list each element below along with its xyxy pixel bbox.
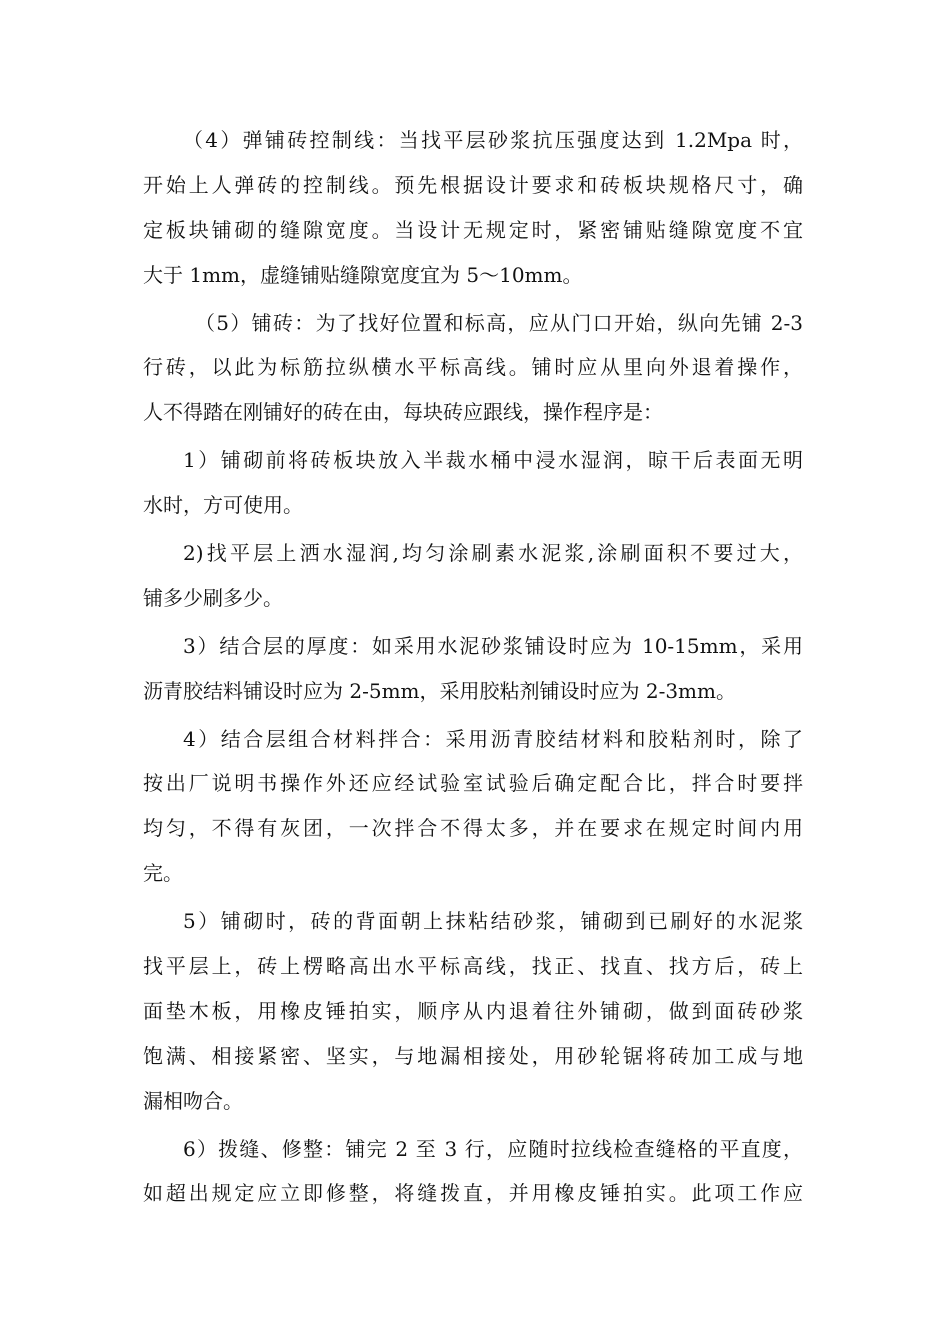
text-line: 大于 1mm，虚缝铺贴缝隙宽度宜为 5～10mm。 bbox=[143, 262, 583, 287]
text-line: 1）铺砌前将砖板块放入半裁水桶中浸水湿润，晾干后表面无明 bbox=[183, 448, 803, 473]
text-line: 如超出规定应立即修整，将缝拨直，并用橡皮锤拍实。此项工作应 bbox=[143, 1181, 803, 1206]
text-line: 定板块铺砌的缝隙宽度。当设计无规定时，紧密铺贴缝隙宽度不宜 bbox=[143, 217, 803, 242]
text-line: 4）结合层组合材料拌合：采用沥青胶结材料和胶粘剂时，除了 bbox=[183, 726, 803, 751]
text-line: 行砖，以此为标筋拉纵横水平标高线。铺时应从里向外退着操作， bbox=[143, 355, 803, 380]
text-line: 面垫木板，用橡皮锤拍实，顺序从内退着往外铺砌，做到面砖砂浆 bbox=[143, 998, 803, 1023]
text-line: 铺多少刷多少。 bbox=[143, 585, 283, 610]
text-line: 按出厂说明书操作外还应经试验室试验后确定配合比，拌合时要拌 bbox=[143, 771, 803, 796]
step-5-laying-procedure bbox=[143, 899, 803, 1123]
text-line: 5）铺砌时，砖的背面朝上抹粘结砂浆，铺砌到已刷好的水泥浆 bbox=[183, 909, 803, 934]
text-line: 2)找平层上洒水湿润,均匀涂刷素水泥浆,涂刷面积不要过大， bbox=[183, 541, 803, 566]
step-1-soak-tiles bbox=[143, 438, 803, 528]
text-line: 漏相吻合。 bbox=[143, 1088, 243, 1113]
text-line: 3）结合层的厚度：如采用水泥砂浆铺设时应为 10-15mm，采用 bbox=[183, 633, 803, 658]
paragraph-5-laying-tiles bbox=[143, 301, 803, 436]
text-line: 6）拨缝、修整：铺完 2 至 3 行，应随时拉线检查缝格的平直度， bbox=[183, 1136, 803, 1161]
step-2-wet-leveling-layer bbox=[143, 531, 803, 621]
text-line: 水时，方可使用。 bbox=[143, 493, 303, 518]
text-line: （5）铺砖：为了找好位置和标高，应从门口开始，纵向先铺 2-3 bbox=[195, 310, 803, 335]
text-line: 开始上人弹砖的控制线。预先根据设计要求和砖板块规格尺寸，确 bbox=[143, 172, 803, 197]
paragraph-4-tile-control-lines bbox=[143, 118, 803, 298]
step-6-joint-adjustment bbox=[143, 1127, 803, 1217]
step-4-mixing-materials bbox=[143, 717, 803, 897]
document-body bbox=[143, 118, 803, 1219]
text-line: 人不得踏在刚铺好的砖在由，每块砖应跟线，操作程序是： bbox=[143, 400, 663, 425]
text-line: 均匀，不得有灰团，一次拌合不得太多，并在要求在规定时间内用 bbox=[143, 816, 803, 841]
text-line: 饱满、相接紧密、坚实，与地漏相接处，用砂轮锯将砖加工成与地 bbox=[143, 1043, 803, 1068]
text-line: 完。 bbox=[143, 861, 183, 886]
text-line: （4）弹铺砖控制线：当找平层砂浆抗压强度达到 1.2Mpa 时， bbox=[183, 128, 803, 152]
text-line: 找平层上，砖上楞略高出水平标高线，找正、找直、找方后，砖上 bbox=[143, 954, 803, 979]
text-line: 沥青胶结料铺设时应为 2-5mm，采用胶粘剂铺设时应为 2-3mm。 bbox=[143, 678, 736, 703]
step-3-bonding-layer-thickness bbox=[143, 624, 803, 714]
